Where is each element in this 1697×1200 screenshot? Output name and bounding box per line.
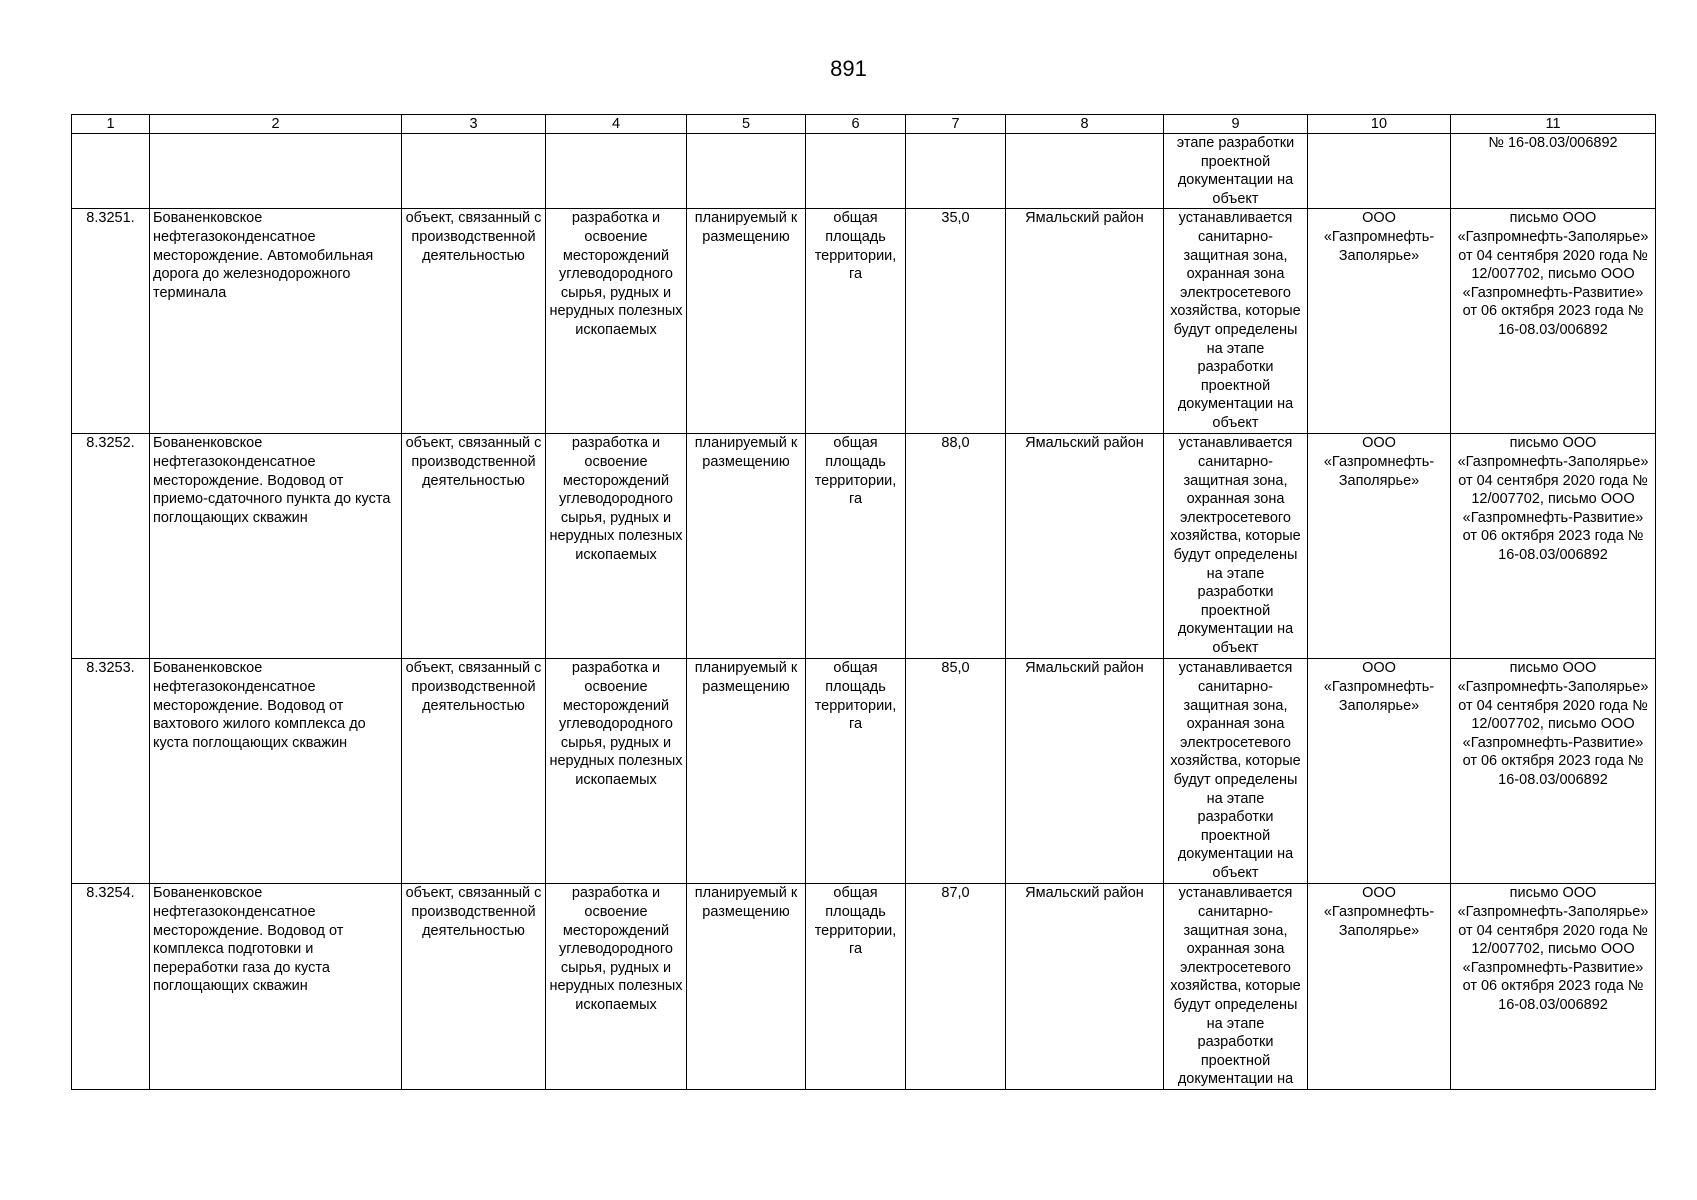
column-header: 8 bbox=[1006, 115, 1164, 134]
table-row bbox=[72, 659, 1656, 884]
table-row bbox=[72, 209, 1656, 434]
zone-cell: устанавливается санитарно-защитная зона, охранная зона электросетевого хозяйства, которые будут определены на этапе разработки проектной документации на объект bbox=[1164, 659, 1308, 884]
object-value: 88,0 bbox=[906, 434, 1006, 659]
object-purpose: разработка и освоение месторождений углеводородного сырья, рудных и нерудных полезных ископаемых bbox=[546, 659, 687, 884]
column-header: 3 bbox=[402, 115, 546, 134]
row-number: 8.3254. bbox=[72, 884, 150, 1090]
organization: ООО «Газпромнефть-Заполярье» bbox=[1308, 209, 1451, 434]
column-header: 5 bbox=[687, 115, 806, 134]
zone-cell: устанавливается санитарно-защитная зона, охранная зона электросетевого хозяйства, которые будут определены на этапе разработки проектной документации на bbox=[1164, 884, 1308, 1090]
object-name: Бованенковское нефтегазоконденсатное месторождение. Водовод от вахтового жилого комплекса до куста поглощающих скважин bbox=[150, 659, 402, 884]
object-status: планируемый к размещению bbox=[687, 884, 806, 1090]
object-status: планируемый к размещению bbox=[687, 659, 806, 884]
zone-cell: устанавливается санитарно-защитная зона, охранная зона электросетевого хозяйства, которые будут определены на этапе разработки проектной документации на объект bbox=[1164, 434, 1308, 659]
basis-cell: № 16-08.03/006892 bbox=[1451, 134, 1656, 209]
organization: ООО «Газпромнефть-Заполярье» bbox=[1308, 659, 1451, 884]
object-status: планируемый к размещению bbox=[687, 209, 806, 434]
table-row bbox=[72, 884, 1656, 1090]
object-type: объект, связанный с производственной деятельностью bbox=[402, 884, 546, 1090]
basis-cell: письмо ООО «Газпромнефть-Заполярье» от 04 сентября 2020 года № 12/007702, письмо ООО «Газпромнефть-Развитие» от 06 октября 2023 года № 16-08.03/006892 bbox=[1451, 659, 1656, 884]
object-name: Бованенковское нефтегазоконденсатное месторождение. Водовод от приемо-сдаточного пункта до куста поглощающих скважин bbox=[150, 434, 402, 659]
row-number: 8.3253. bbox=[72, 659, 150, 884]
object-characteristic: общая площадь территории, га bbox=[806, 884, 906, 1090]
column-header: 2 bbox=[150, 115, 402, 134]
object-purpose: разработка и освоение месторождений углеводородного сырья, рудных и нерудных полезных ископаемых bbox=[546, 209, 687, 434]
column-header: 7 bbox=[906, 115, 1006, 134]
row-number: 8.3252. bbox=[72, 434, 150, 659]
column-header: 10 bbox=[1308, 115, 1451, 134]
object-value: 35,0 bbox=[906, 209, 1006, 434]
object-type: объект, связанный с производственной деятельностью bbox=[402, 434, 546, 659]
table-row bbox=[72, 434, 1656, 659]
basis-cell: письмо ООО «Газпромнефть-Заполярье» от 04 сентября 2020 года № 12/007702, письмо ООО «Газпромнефть-Развитие» от 06 октября 2023 года № 16-08.03/006892 bbox=[1451, 209, 1656, 434]
basis-cell: письмо ООО «Газпромнефть-Заполярье» от 04 сентября 2020 года № 12/007702, письмо ООО «Газпромнефть-Развитие» от 06 октября 2023 года № 16-08.03/006892 bbox=[1451, 884, 1656, 1090]
column-header: 9 bbox=[1164, 115, 1308, 134]
header-row bbox=[72, 115, 1656, 134]
object-purpose: разработка и освоение месторождений углеводородного сырья, рудных и нерудных полезных ископаемых bbox=[546, 434, 687, 659]
object-location: Ямальский район bbox=[1006, 659, 1164, 884]
organization: ООО «Газпромнефть-Заполярье» bbox=[1308, 884, 1451, 1090]
continuation-row bbox=[72, 134, 1656, 209]
zone-cell: устанавливается санитарно-защитная зона, охранная зона электросетевого хозяйства, которые будут определены на этапе разработки проектной документации на объект bbox=[1164, 209, 1308, 434]
object-location: Ямальский район bbox=[1006, 209, 1164, 434]
object-value: 85,0 bbox=[906, 659, 1006, 884]
object-status: планируемый к размещению bbox=[687, 434, 806, 659]
row-number: 8.3251. bbox=[72, 209, 150, 434]
column-header: 11 bbox=[1451, 115, 1656, 134]
object-name: Бованенковское нефтегазоконденсатное месторождение. Водовод от комплекса подготовки и переработки газа до куста поглощающих скважин bbox=[150, 884, 402, 1090]
zone-cell: этапе разработки проектной документации на объект bbox=[1164, 134, 1308, 209]
organization: ООО «Газпромнефть-Заполярье» bbox=[1308, 434, 1451, 659]
object-characteristic: общая площадь территории, га bbox=[806, 659, 906, 884]
column-header: 4 bbox=[546, 115, 687, 134]
object-type: объект, связанный с производственной деятельностью bbox=[402, 209, 546, 434]
object-value: 87,0 bbox=[906, 884, 1006, 1090]
object-characteristic: общая площадь территории, га bbox=[806, 209, 906, 434]
object-location: Ямальский район bbox=[1006, 884, 1164, 1090]
data-table bbox=[71, 114, 1656, 1090]
column-header: 6 bbox=[806, 115, 906, 134]
object-purpose: разработка и освоение месторождений углеводородного сырья, рудных и нерудных полезных ископаемых bbox=[546, 884, 687, 1090]
column-header: 1 bbox=[72, 115, 150, 134]
object-characteristic: общая площадь территории, га bbox=[806, 434, 906, 659]
object-location: Ямальский район bbox=[1006, 434, 1164, 659]
object-name: Бованенковское нефтегазоконденсатное месторождение. Автомобильная дорога до железнодорожного терминала bbox=[150, 209, 402, 434]
object-type: объект, связанный с производственной деятельностью bbox=[402, 659, 546, 884]
page-number: 891 bbox=[830, 56, 867, 81]
basis-cell: письмо ООО «Газпромнефть-Заполярье» от 04 сентября 2020 года № 12/007702, письмо ООО «Газпромнефть-Развитие» от 06 октября 2023 года № 16-08.03/006892 bbox=[1451, 434, 1656, 659]
